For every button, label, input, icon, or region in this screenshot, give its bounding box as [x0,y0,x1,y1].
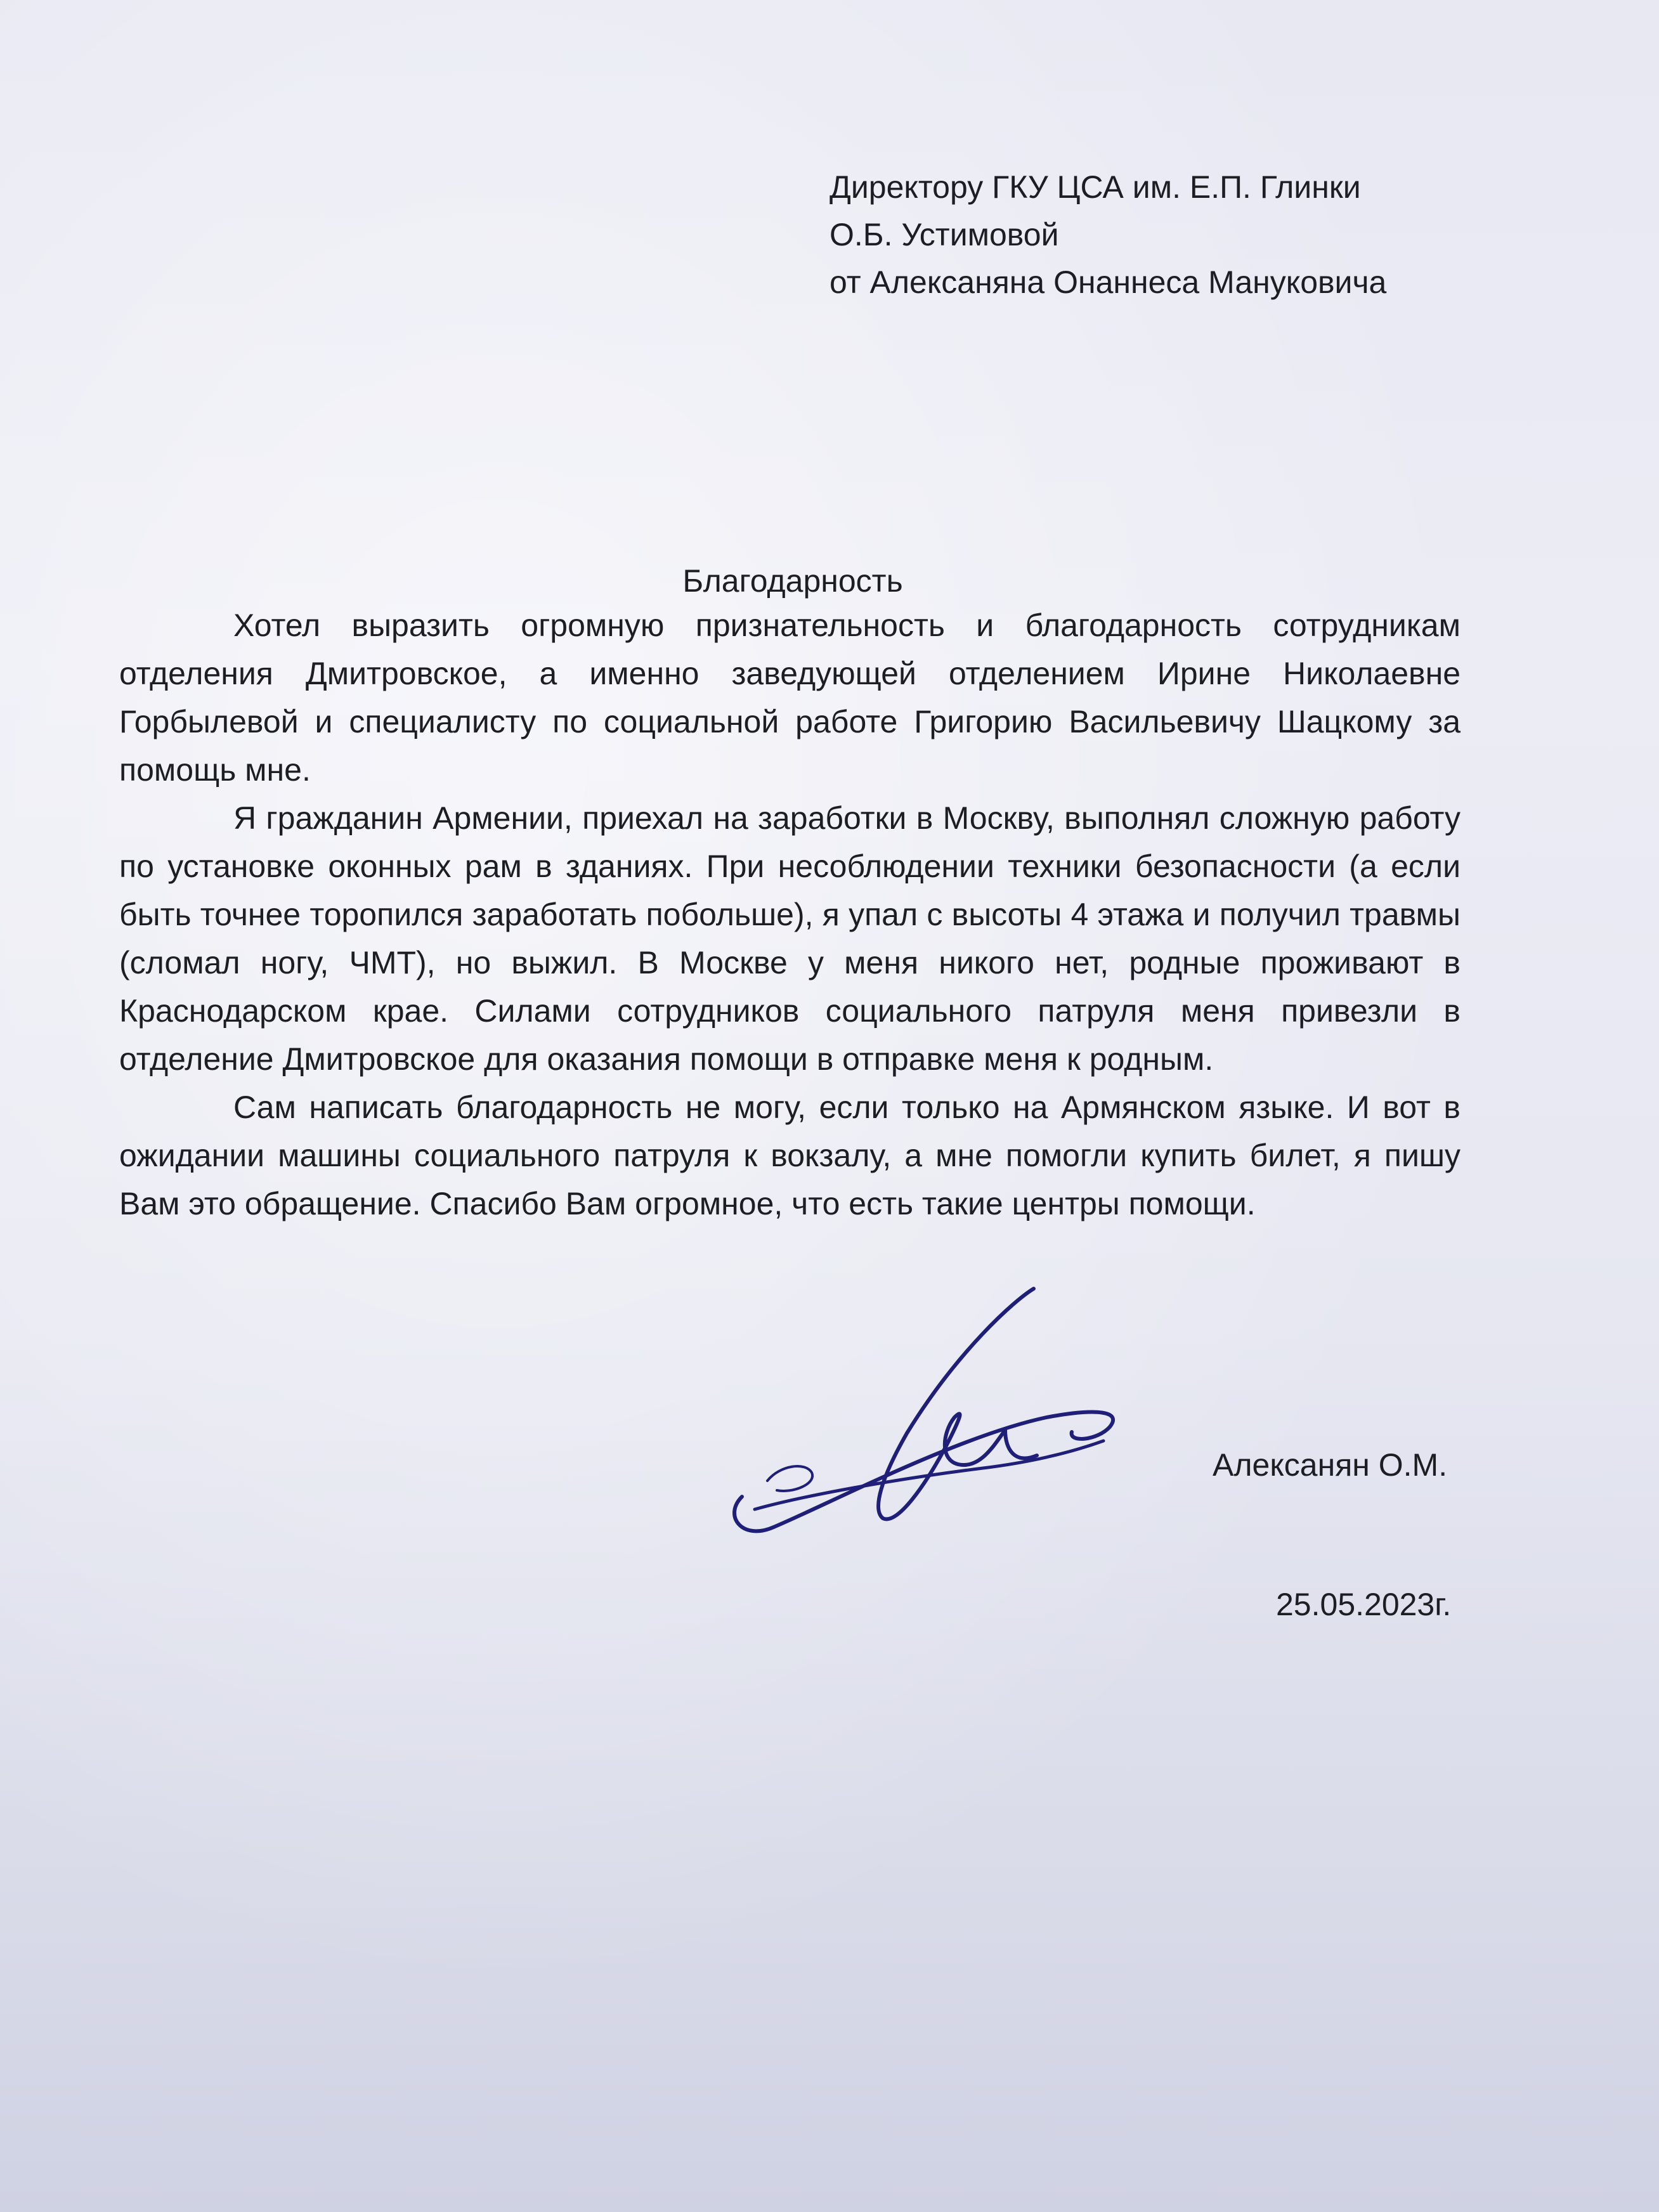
signature-name: Алексанян О.М. [1213,1447,1448,1483]
signature-stroke-main [878,1289,1037,1519]
document-title: Благодарность [682,563,903,599]
addressee-line-sender: от Алексаняна Онаннеса Мануковича [829,264,1387,300]
signature-stroke-underline [755,1441,1103,1509]
addressee-line-director: Директору ГКУ ЦСА им. Е.П. Глинки [829,169,1361,205]
addressee-block [829,164,1386,306]
signature-stroke-loop [734,1412,1113,1532]
signature-stroke-swash [767,1466,812,1491]
handwritten-signature [717,1275,1135,1554]
paragraph-2: Я гражданин Армении, приехал на заработки в Москву, выполнял сложную работу по установке оконных рам в зданиях. При несоблюдении техники безопасности (а если быть точнее торопился заработать побольше), я упал с высоты 4 этажа и получил травмы (сломал ногу, ЧМТ), но выжил. В Москве у меня никого нет, родные проживают в Краснодарском крае. Силами сотрудников социального патруля меня привезли в отделение Дмитровское для оказания помощи в отправке меня к родным. [119,800,1461,1077]
paragraph-1: Хотел выразить огромную признательность и благодарность сотрудникам отделения Дмитровское, а именно заведующей отделением Ирине Николаевне Горбылевой и специалисту по социальной работе Григорию Васильевичу Шацкому за помощь мне. [119,608,1461,788]
paragraph-3: Сам написать благодарность не могу, если только на Армянском языке. И вот в ожидании машины социального патруля к вокзалу, а мне помогли купить билет, я пишу Вам это обращение. Спасибо Вам огромное, что есть такие центры помощи. [119,1090,1461,1221]
document-body [119,601,1461,1228]
signature-date: 25.05.2023г. [1276,1587,1452,1622]
addressee-line-recipient: О.Б. Устимовой [829,217,1059,252]
